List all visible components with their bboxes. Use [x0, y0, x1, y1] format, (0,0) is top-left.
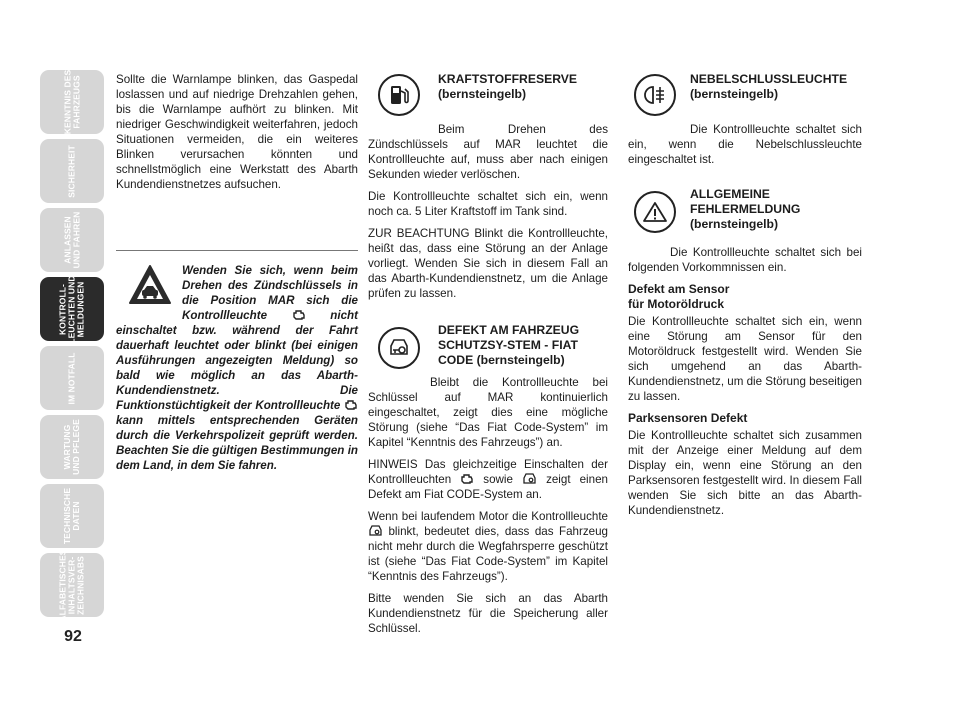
- immobilizer-paragraph-3: Wenn bei laufendem Motor die Kontrollleuchte blinkt, bedeutet dies, dass das Fahrzeug nicht mehr durch die Wegfahrsperre geschützt ist (siehe “Das Fiat Code-System” im Kapitel “Kenntnis des Fahrzeugs”).: [368, 510, 608, 583]
- fuel-paragraph-1: Beim Drehen des Zündschlüssels auf MAR leuchtet die Kontrollleuchte auf, muss aber nach einigen Sekunden wieder verlöschen.: [368, 123, 608, 181]
- immobilizer-key-icon: [378, 327, 420, 369]
- immobilizer-title-line-3: CODE (bernsteingelb): [438, 353, 565, 367]
- side-tab-label: SICHERHEIT: [66, 144, 77, 198]
- fuel-reserve-subtitle: (bernsteingelb): [438, 87, 527, 101]
- engine-check-icon: [292, 309, 306, 321]
- side-tab-wartung[interactable]: [40, 415, 104, 479]
- immobilizer-title-line-2: SCHUTZSY-STEM - FIAT: [438, 338, 578, 352]
- oil-sensor-heading: Defekt am Sensor für Motoröldruck: [628, 282, 730, 311]
- immobilizer-paragraph-4: Bitte wenden Sie sich an das Abarth Kundendienstnetz für die Speicherung aller Schlüssel.: [368, 592, 608, 635]
- side-tab-sicherheit[interactable]: [40, 139, 104, 203]
- immobilizer-paragraph-2: HINWEIS Das gleichzeitige Einschalten der Kontrollleuchten sowie zeigt einen Defekt am Fiat CODE-System an.: [368, 458, 608, 501]
- general-fault-title-line-1: ALLGEMEINE: [690, 187, 770, 201]
- fuel-pump-icon: [378, 74, 420, 116]
- column-1: [116, 72, 358, 199]
- column-3: [628, 72, 862, 525]
- fuel-paragraph-3: ZUR BEACHTUNG Blinkt die Kontrollleuchte, heißt das, dass eine Störung an der Anlage vorliegt. Wenden Sie sich in diesem Fall an das Abarth-Kundendienstnetz, um die Anlage prüfen zu lassen.: [368, 227, 608, 300]
- side-tab-label: WARTUNG UND PFLEGE: [62, 419, 81, 475]
- side-tab-kenntnis[interactable]: [40, 70, 104, 134]
- immobilizer-inline-icon: [368, 524, 383, 537]
- side-tab-technische-daten[interactable]: [40, 484, 104, 548]
- general-fault-title-line-2: FEHLERMELDUNG: [690, 202, 801, 216]
- general-fault-paragraph-1: Die Kontrollleuchte schaltet sich bei folgenden Vorkommnissen ein.: [628, 246, 862, 274]
- warning-block: [116, 250, 358, 473]
- park-sensor-heading: Parksensoren Defekt: [628, 411, 748, 425]
- side-tab-notfall[interactable]: [40, 346, 104, 410]
- page-number: 92: [64, 628, 82, 645]
- side-tab-label: KENNTNIS DES FAHRZEUGS: [62, 69, 81, 135]
- side-tab-label: TECHNISCHE DATEN: [61, 487, 81, 545]
- side-tab-label: IM NOTFALL: [66, 352, 77, 404]
- intro-paragraph: Sollte die Warnlampe blinken, das Gaspedal loslassen und auf niedrige Drehzahlen gehen, bis die Warnlampe aufhört zu blinken. Mit niedriger Geschwindigkeit weiterfahren, jedoch Situationen vermeiden, die ein weiteres Blinken verursachen könnten und schnellstmöglich eine Werkstatt des Abarth Kundendienstnetzes aufsuchen.: [116, 73, 358, 191]
- warning-text: Wenden Sie sich, wenn beim Drehen des Zündschlüssels in die Position MAR sich die Kontrollleuchte nicht einschaltet bzw. während der Fahrt dauerhaft leuchtet oder blinkt (bei einigen Ausführungen angezeigten Meldung) so bald wie möglich an das Abarth-Kundendienstnetz. Die Funktionstüchtigkeit der Kontrollleuchte kann mittels entsprechenden Geräten durch die Verkehrspolizeit geprüft werden. Beachten Sie die gültigen Bestimmungen in dem Land, in dem Sie fahren.: [116, 264, 358, 472]
- engine-check-icon: [460, 473, 474, 485]
- side-tab-anlassen[interactable]: [40, 208, 104, 272]
- fog-light-title: NEBELSCHLUSSLEUCHTE: [690, 72, 848, 86]
- side-tab-kontrollleuchten[interactable]: [40, 274, 104, 344]
- fog-light-paragraph: Die Kontrollleuchte schaltet sich ein, wenn die Nebelschlussleuchte eingeschaltet ist.: [628, 123, 862, 166]
- immobilizer-inline-icon: [522, 472, 537, 485]
- warning-triangle-icon: [128, 263, 172, 307]
- immobilizer-paragraph-1: Bleibt die Kontrollleuchte bei Schlüssel auf MAR kontinuierlich eingeschaltet, zeigt dies eine mögliche Störung (siehe “Das Fiat Code-System” im Kapitel “Kenntnis des Fahrzeugs”) an.: [368, 376, 608, 449]
- fog-light-subtitle: (bernsteingelb): [690, 87, 779, 101]
- immobilizer-title-line-1: DEFEKT AM FAHRZEUG: [438, 323, 580, 337]
- fuel-reserve-title: KRAFTSTOFFRESERVE: [438, 72, 578, 86]
- side-tab-label: ANLASSEN UND FAHREN: [61, 211, 81, 269]
- side-tab-inhaltsverzeichnis[interactable]: [40, 548, 104, 622]
- general-fault-icon: [634, 191, 676, 233]
- column-2: [368, 72, 608, 643]
- fuel-paragraph-2: Die Kontrollleuchte schaltet sich ein, wenn noch ca. 5 Liter Kraftstoff im Tank sind.: [368, 190, 608, 218]
- oil-sensor-paragraph: Die Kontrollleuchte schaltet sich ein, wenn eine Störung am Sensor für den Motoröldruck festgestellt wird. Wenden Sie sich umgehend an das Abarth-Kundendienstnetz, um die Störung beseitigen zu lassen.: [628, 315, 862, 403]
- park-sensor-paragraph: Die Kontrollleuchte schaltet sich zusammen mit der Anzeige einer Meldung auf dem Display ein, wenn eine Störung an den Parksensoren festgestellt wird. In diesem Fall wenden Sie sich bitte an das Abarth-Kundendienstnetz.: [628, 429, 862, 517]
- engine-check-icon: [344, 399, 358, 411]
- side-tab-label: ALFABETISCHES INHALTSVER- ZEICHNISABS: [57, 548, 86, 622]
- side-tab-label: KONTROLL- LEUCHTEN UND MELDUNGEN: [57, 274, 86, 344]
- rear-fog-light-icon: [634, 74, 676, 116]
- general-fault-title-line-3: (bernsteingelb): [690, 217, 779, 231]
